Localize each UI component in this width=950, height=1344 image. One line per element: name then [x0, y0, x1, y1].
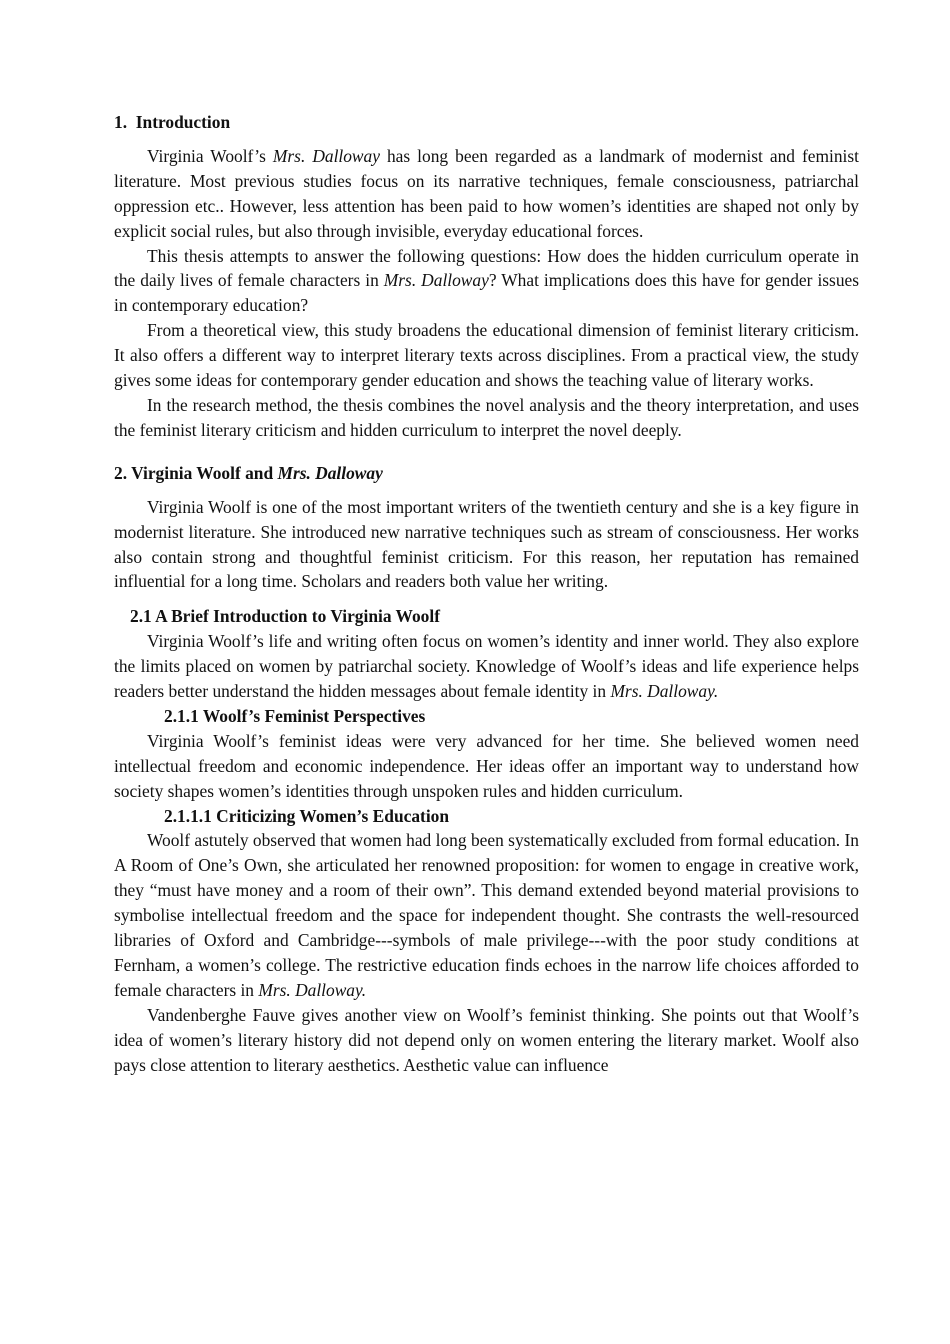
paragraph	[114, 144, 859, 244]
text-run: Virginia Woolf’s	[147, 145, 273, 166]
subsection-heading-brief-introduction: 2.1 A Brief Introduction to Virginia Woolf	[130, 606, 440, 627]
section-heading-introduction	[114, 110, 859, 135]
paragraph	[114, 629, 859, 704]
book-title: Mrs. Dalloway.	[610, 681, 719, 702]
heading-text: Introduction	[135, 112, 231, 132]
book-title: Mrs. Dalloway	[272, 145, 380, 166]
paragraph: From a theoretical view, this study broadens the educational dimension of feminist literary criticism. It also offers a different way to interpret literary texts across disciplines. From a practical view, the study gives some ideas for contemporary gender education and shows the teaching value of literary works.	[114, 320, 859, 391]
subsection-heading-criticizing-education: 2.1.1.1 Criticizing Women’s Education	[164, 805, 450, 826]
document-page	[114, 110, 859, 1078]
text-run: This thesis attempts to answer the following questions: How does the hidden curriculum operate in the daily lives of female characters in	[114, 245, 859, 291]
text-run: Woolf astutely observed that women had long been systematically excluded from formal education. In A Room of One’s Own, she articulated her renowned proposition: for women to engage in creative work, they “must have money and a room of their own”. This demand extended beyond material provisions to symbolise intellectual freedom and the space for independent thought. She contrasts the well-resourced libraries of Oxford and Cambridge---symbols of male privilege---with the poor study conditions at Fernham, a women’s college. The restrictive education finds echoes in the narrow life choices afforded to female characters in	[114, 830, 859, 1000]
text-run: has long been regarded as a landmark of modernist and feminist literature. Most previous studies focus on its narrative techniques, female consciousness, patriarchal oppression etc.. However, less attention has been paid to how women’s identities are shaped not only by explicit social rules, but also through invisible, everyday educational forces.	[114, 145, 859, 241]
paragraph: Virginia Woolf is one of the most important writers of the twentieth century and she is a key figure in modernist literature. She introduced new narrative techniques such as stream of consciousness. Her works also contain strong and thoughtful feminist criticism. For this reason, her reputation has remained influential for a long time. Scholars and readers both value her writing.	[114, 496, 859, 592]
heading-number: 1.	[114, 112, 128, 132]
paragraph: Vandenberghe Fauve gives another view on Woolf’s feminist thinking. She points out that Woolf’s idea of women’s literary history did not depend only on women entering the literary market. Woolf also pays close attention to literary aesthetics. Aesthetic value can influence	[114, 1004, 859, 1075]
paragraph: In the research method, the thesis combines the novel analysis and the theory interpretation, and uses the feminist literary criticism and hidden curriculum to interpret the novel deeply.	[114, 394, 859, 440]
section-heading-woolf-and-dalloway	[114, 461, 859, 486]
paragraph: Virginia Woolf’s feminist ideas were very advanced for her time. She believed women need intellectual freedom and economic independence. Her ideas offer an important way to understand how society shapes women’s identities through unspoken rules and hidden curriculum.	[114, 730, 859, 801]
paragraph	[114, 828, 859, 1002]
book-title: Mrs. Dalloway.	[258, 979, 367, 1000]
paragraph	[114, 244, 859, 319]
text-run: Virginia Woolf’s life and writing often focus on women’s identity and inner world. They also explore the limits placed on women by patriarchal society. Knowledge of Woolf’s ideas and life experience helps readers better understand the hidden messages about female identity in	[114, 631, 859, 702]
subsection-heading-feminist-perspectives: 2.1.1 Woolf’s Feminist Perspectives	[164, 705, 426, 726]
book-title: Mrs. Dalloway	[383, 270, 489, 291]
text-run: ? What implications does this have for gender issues in contemporary education?	[114, 270, 859, 316]
book-title: Mrs. Dalloway	[277, 462, 383, 483]
heading-text: 2. Virginia Woolf and	[114, 462, 278, 483]
